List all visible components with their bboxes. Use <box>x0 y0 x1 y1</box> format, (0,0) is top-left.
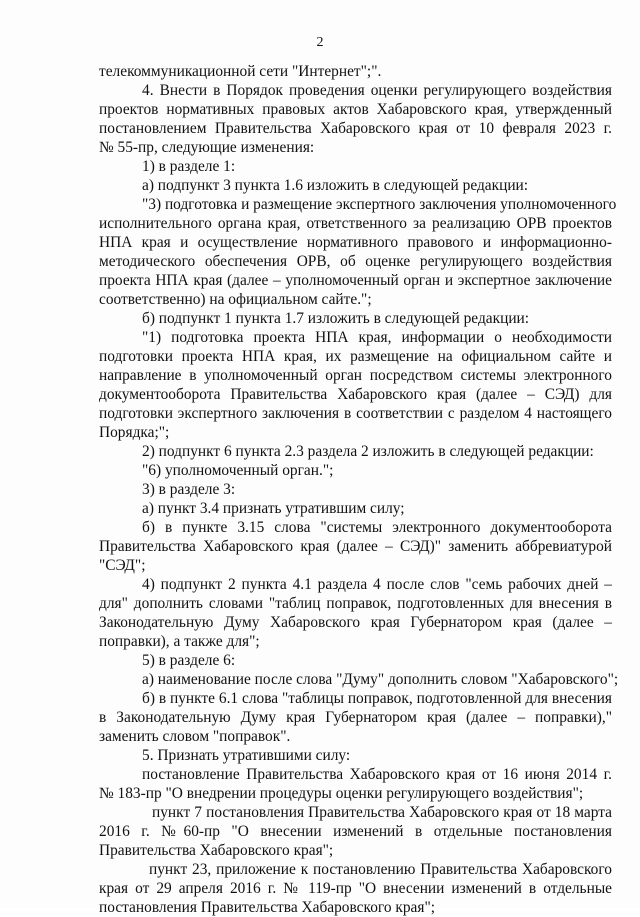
text-line: № 55-пр, следующие изменения: <box>99 139 315 156</box>
document-body <box>99 62 619 917</box>
text-line: а) подпункт 3 пункта 1.6 изложить в следующей редакции: <box>142 177 529 194</box>
text-line: б) подпункт 1 пункта 1.7 изложить в следующей редакции: <box>142 310 530 327</box>
text-line: 2016 г. №60-пр "О внесении изменений в отдельные постановления <box>99 823 612 840</box>
page-number: 2 <box>316 35 324 50</box>
text-line: 4) подпункт 2 пункта 4.1 раздела 4 после слов "семь рабочих дней – <box>142 576 612 593</box>
text-line: 2) подпункт 6 пункта 2.3 раздела 2 изложить в следующей редакции: <box>142 443 594 460</box>
text-line: Законодательную Думу Хабаровского края Губернатором края (далее – <box>99 614 612 631</box>
text-line: проектов нормативных правовых актов Хабаровского края, утвержденный <box>99 101 612 118</box>
text-line: направление в уполномоченный орган посредством системы электронного <box>99 367 612 384</box>
text-line: подготовки экспертного заключения в соответствии с разделом 4 настоящего <box>99 405 612 422</box>
text-line: а) пункт 3.4 признать утратившим силу; <box>142 500 405 517</box>
text-line: проекта НПА края (далее – уполномоченный орган и экспертное заключение <box>99 272 612 289</box>
text-line: 5) в разделе 6: <box>142 652 236 669</box>
text-line: в Законодательную Думу края Губернатором края (далее – поправки)," <box>99 709 612 726</box>
text-line: края от 29 апреля 2016 г. № 119-пр "О внесении изменений в отдельные <box>99 880 612 897</box>
text-line: Правительства Хабаровского края"; <box>99 842 334 859</box>
text-line: документооборота Правительства Хабаровского края (далее – СЭД) для <box>99 386 612 403</box>
text-line: Порядка;"; <box>99 424 170 441</box>
text-line: телекоммуникационной сети "Интернет";". <box>99 63 382 80</box>
text-line: НПА края и осуществление нормативного правового и информационно- <box>99 234 612 251</box>
text-line: поправки), а также для"; <box>99 633 260 650</box>
text-line: "СЭД"; <box>99 557 146 574</box>
text-line: "1) подготовка проекта НПА края, информации о необходимости <box>142 329 612 346</box>
text-line: б) в пункте 3.15 слова "системы электронного документооборота <box>142 519 612 536</box>
text-line: б) в пункте 6.1 слова "таблицы поправок, подготовленной для внесения <box>142 690 612 707</box>
text-line: пункт 7 постановления Правительства Хабаровского края от 18 марта <box>152 804 612 821</box>
text-line: заменить словом "поправок". <box>99 728 291 745</box>
text-line: 5. Признать утратившими силу: <box>142 747 351 764</box>
text-line: постановлением Правительства Хабаровского края от 10 февраля 2023 г. <box>99 120 612 137</box>
text-line: соответственно) на официальном сайте."; <box>99 291 372 308</box>
text-line: пункт 23, приложение к постановлению Правительства Хабаровского <box>149 861 612 878</box>
text-line: а) наименование после слова "Думу" дополнить словом "Хабаровского"; <box>142 671 619 688</box>
text-line: Правительства Хабаровского края (далее – СЭД)" заменить аббревиатурой <box>99 538 612 555</box>
text-line: исполнительного органа края, ответственного за реализацию ОРВ проектов <box>99 215 612 232</box>
text-line: № 183-пр "О внедрении процедуры оценки регулирующего воздействия"; <box>99 785 584 802</box>
text-line: "3) подготовка и размещение экспертного заключения уполномоченного <box>142 196 617 213</box>
text-line: 1) в разделе 1: <box>142 158 236 175</box>
text-line: подготовки проекта НПА края, их размещение на официальном сайте и <box>99 348 612 365</box>
text-line: методического обеспечения ОРВ, об оценке регулирующего воздействия <box>99 253 612 270</box>
text-line: для" дополнить словами "таблиц поправок, подготовленных для внесения в <box>99 595 612 612</box>
text-line: "6) уполномоченный орган."; <box>142 462 334 479</box>
text-line: постановления Правительства Хабаровского края"; <box>99 899 436 916</box>
text-line: 4. Внести в Порядок проведения оценки регулирующего воздействия <box>142 82 612 99</box>
text-line: 3) в разделе 3: <box>142 481 236 498</box>
text-line: постановление Правительства Хабаровского края от 16 июня 2014 г. <box>142 766 612 783</box>
